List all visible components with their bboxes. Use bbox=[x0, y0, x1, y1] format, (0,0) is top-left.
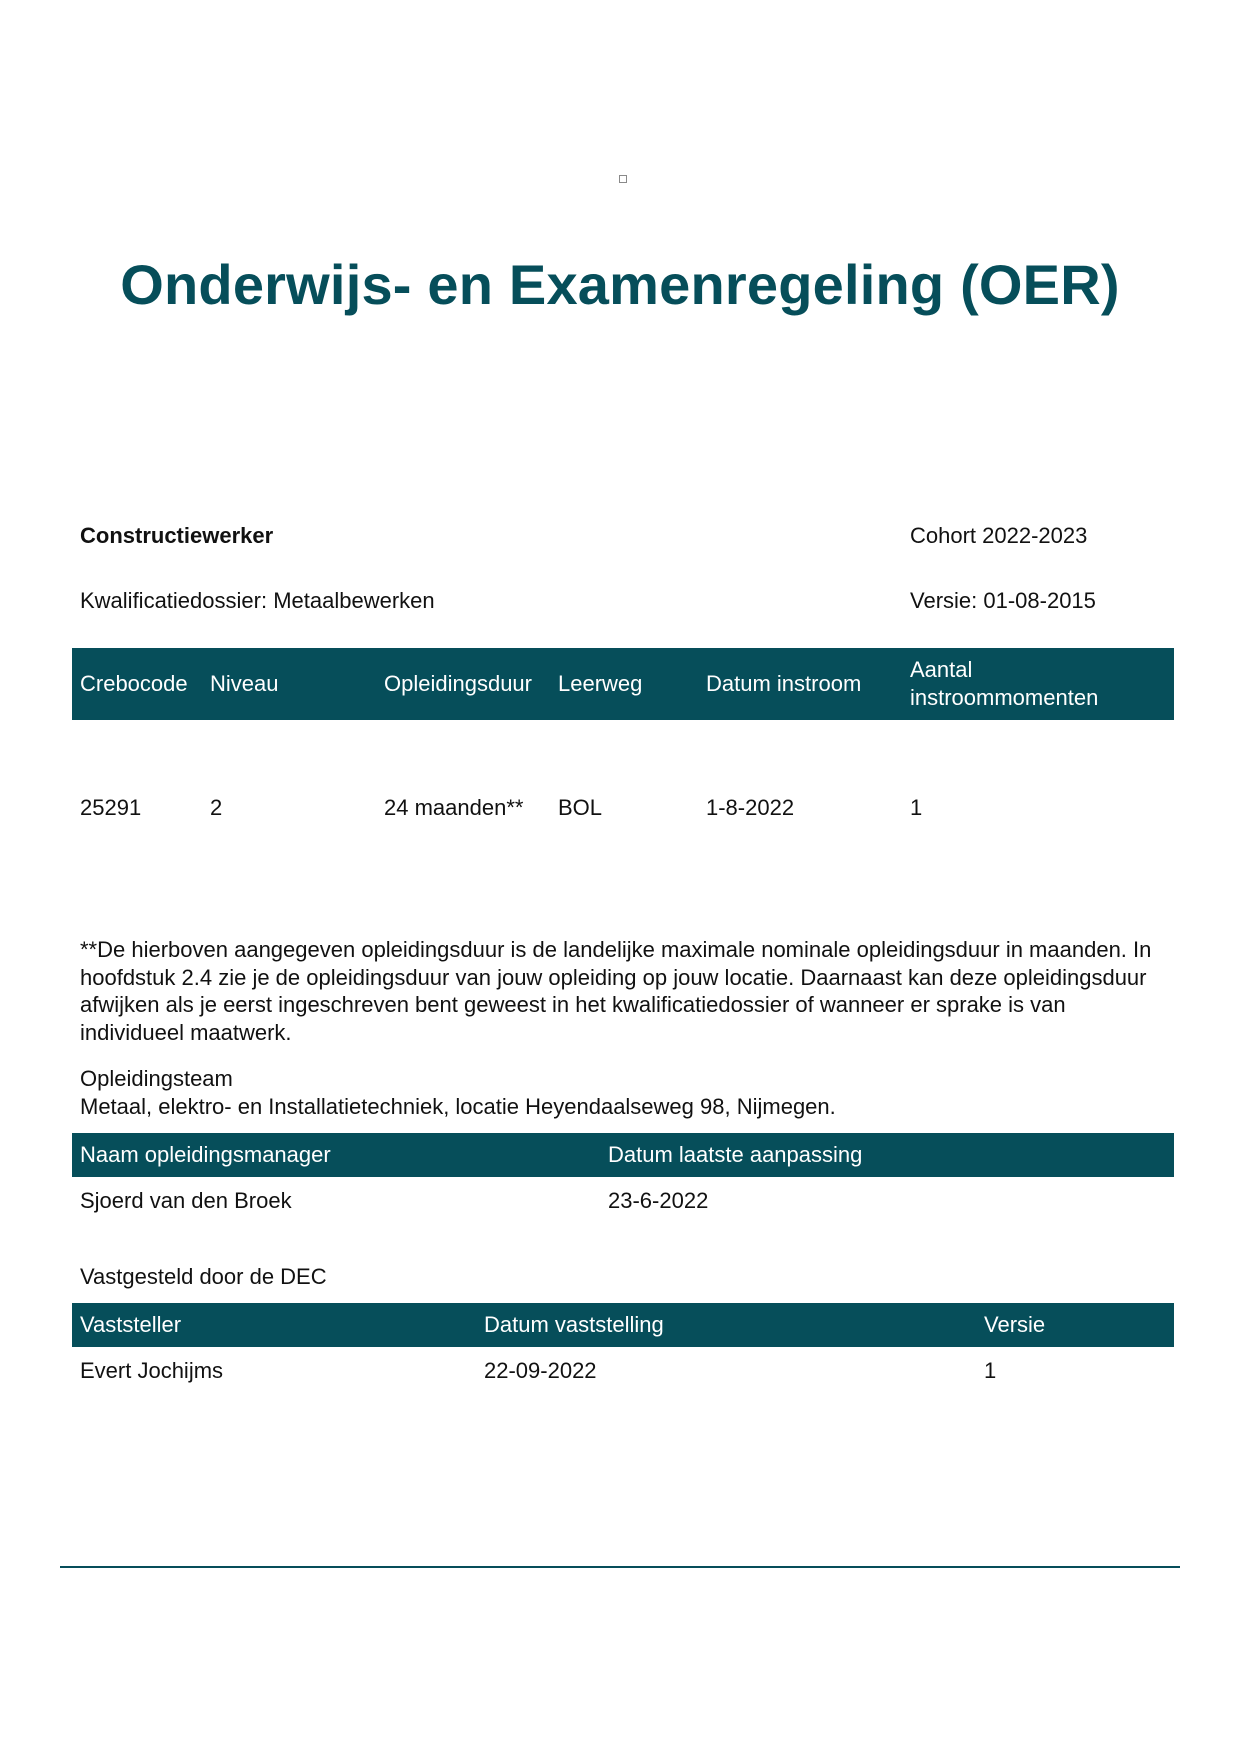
header-versie: Versie bbox=[984, 1312, 1046, 1337]
table-row bbox=[72, 1357, 1174, 1387]
image-placeholder-icon bbox=[619, 175, 627, 183]
cell-leerweg: BOL bbox=[558, 795, 603, 820]
cell-versie: 1 bbox=[984, 1358, 997, 1383]
cell-datum-vaststelling: 22-09-2022 bbox=[484, 1358, 597, 1383]
footer-divider bbox=[60, 1566, 1180, 1568]
header-datum-vaststelling: Datum vaststelling bbox=[484, 1312, 664, 1337]
cohort-label: Cohort 2022-2023 bbox=[910, 523, 1088, 548]
main-table-header bbox=[72, 648, 1174, 720]
dec-label: Vastgesteld door de DEC bbox=[80, 1264, 327, 1289]
cell-instroommomenten: 1 bbox=[910, 795, 923, 820]
cell-opleidingsduur: 24 maanden** bbox=[384, 795, 524, 820]
header-vaststeller: Vaststeller bbox=[80, 1312, 182, 1337]
header-opleidingsduur: Opleidingsduur bbox=[384, 671, 532, 696]
cell-crebocode: 25291 bbox=[80, 795, 142, 820]
footnote: **De hierboven aangegeven opleidingsduur is de landelijke maximale nominale opleidingsduur in maanden. In hoofdstuk 2.4 zie je de opleidingsduur van jouw opleiding op jouw locatie. Daarnaast kan deze opleidingsduur afwijken als je eerst ingeschreven bent geweest in het kwalificatiedossier of wanneer er sprake is van individueel maatwerk. bbox=[80, 937, 1152, 1045]
header-leerweg: Leerweg bbox=[558, 671, 643, 696]
cell-niveau: 2 bbox=[210, 795, 223, 820]
header-datum-instroom: Datum instroom bbox=[706, 671, 862, 696]
cell-vaststeller: Evert Jochijms bbox=[80, 1358, 224, 1383]
program-name: Constructiewerker bbox=[80, 523, 274, 548]
cell-manager-date: 23-6-2022 bbox=[608, 1188, 709, 1213]
dossier-label: Kwalificatiedossier: Metaalbewerken bbox=[80, 588, 435, 613]
table-row bbox=[72, 1187, 1174, 1217]
header-datum-laatste-aanpassing: Datum laatste aanpassing bbox=[608, 1142, 863, 1167]
team-location: Metaal, elektro- en Installatietechniek, locatie Heyendaalseweg 98, Nijmegen. bbox=[80, 1094, 836, 1119]
header-niveau: Niveau bbox=[210, 671, 279, 696]
header-aantal: Aantal bbox=[910, 657, 973, 682]
cell-datum-instroom: 1-8-2022 bbox=[706, 795, 795, 820]
header-instroommomenten: instroommomenten bbox=[910, 685, 1099, 710]
cell-manager-name: Sjoerd van den Broek bbox=[80, 1188, 292, 1213]
table-row bbox=[72, 794, 1174, 824]
header-crebocode: Crebocode bbox=[80, 671, 188, 696]
header-naam-opleidingsmanager: Naam opleidingsmanager bbox=[80, 1142, 331, 1167]
team-label: Opleidingsteam bbox=[80, 1066, 233, 1091]
page-title: Onderwijs- en Examenregeling (OER) bbox=[120, 253, 1120, 316]
manager-table-header bbox=[72, 1133, 1174, 1177]
version-label: Versie: 01-08-2015 bbox=[910, 588, 1096, 613]
dec-table-header bbox=[72, 1303, 1174, 1347]
